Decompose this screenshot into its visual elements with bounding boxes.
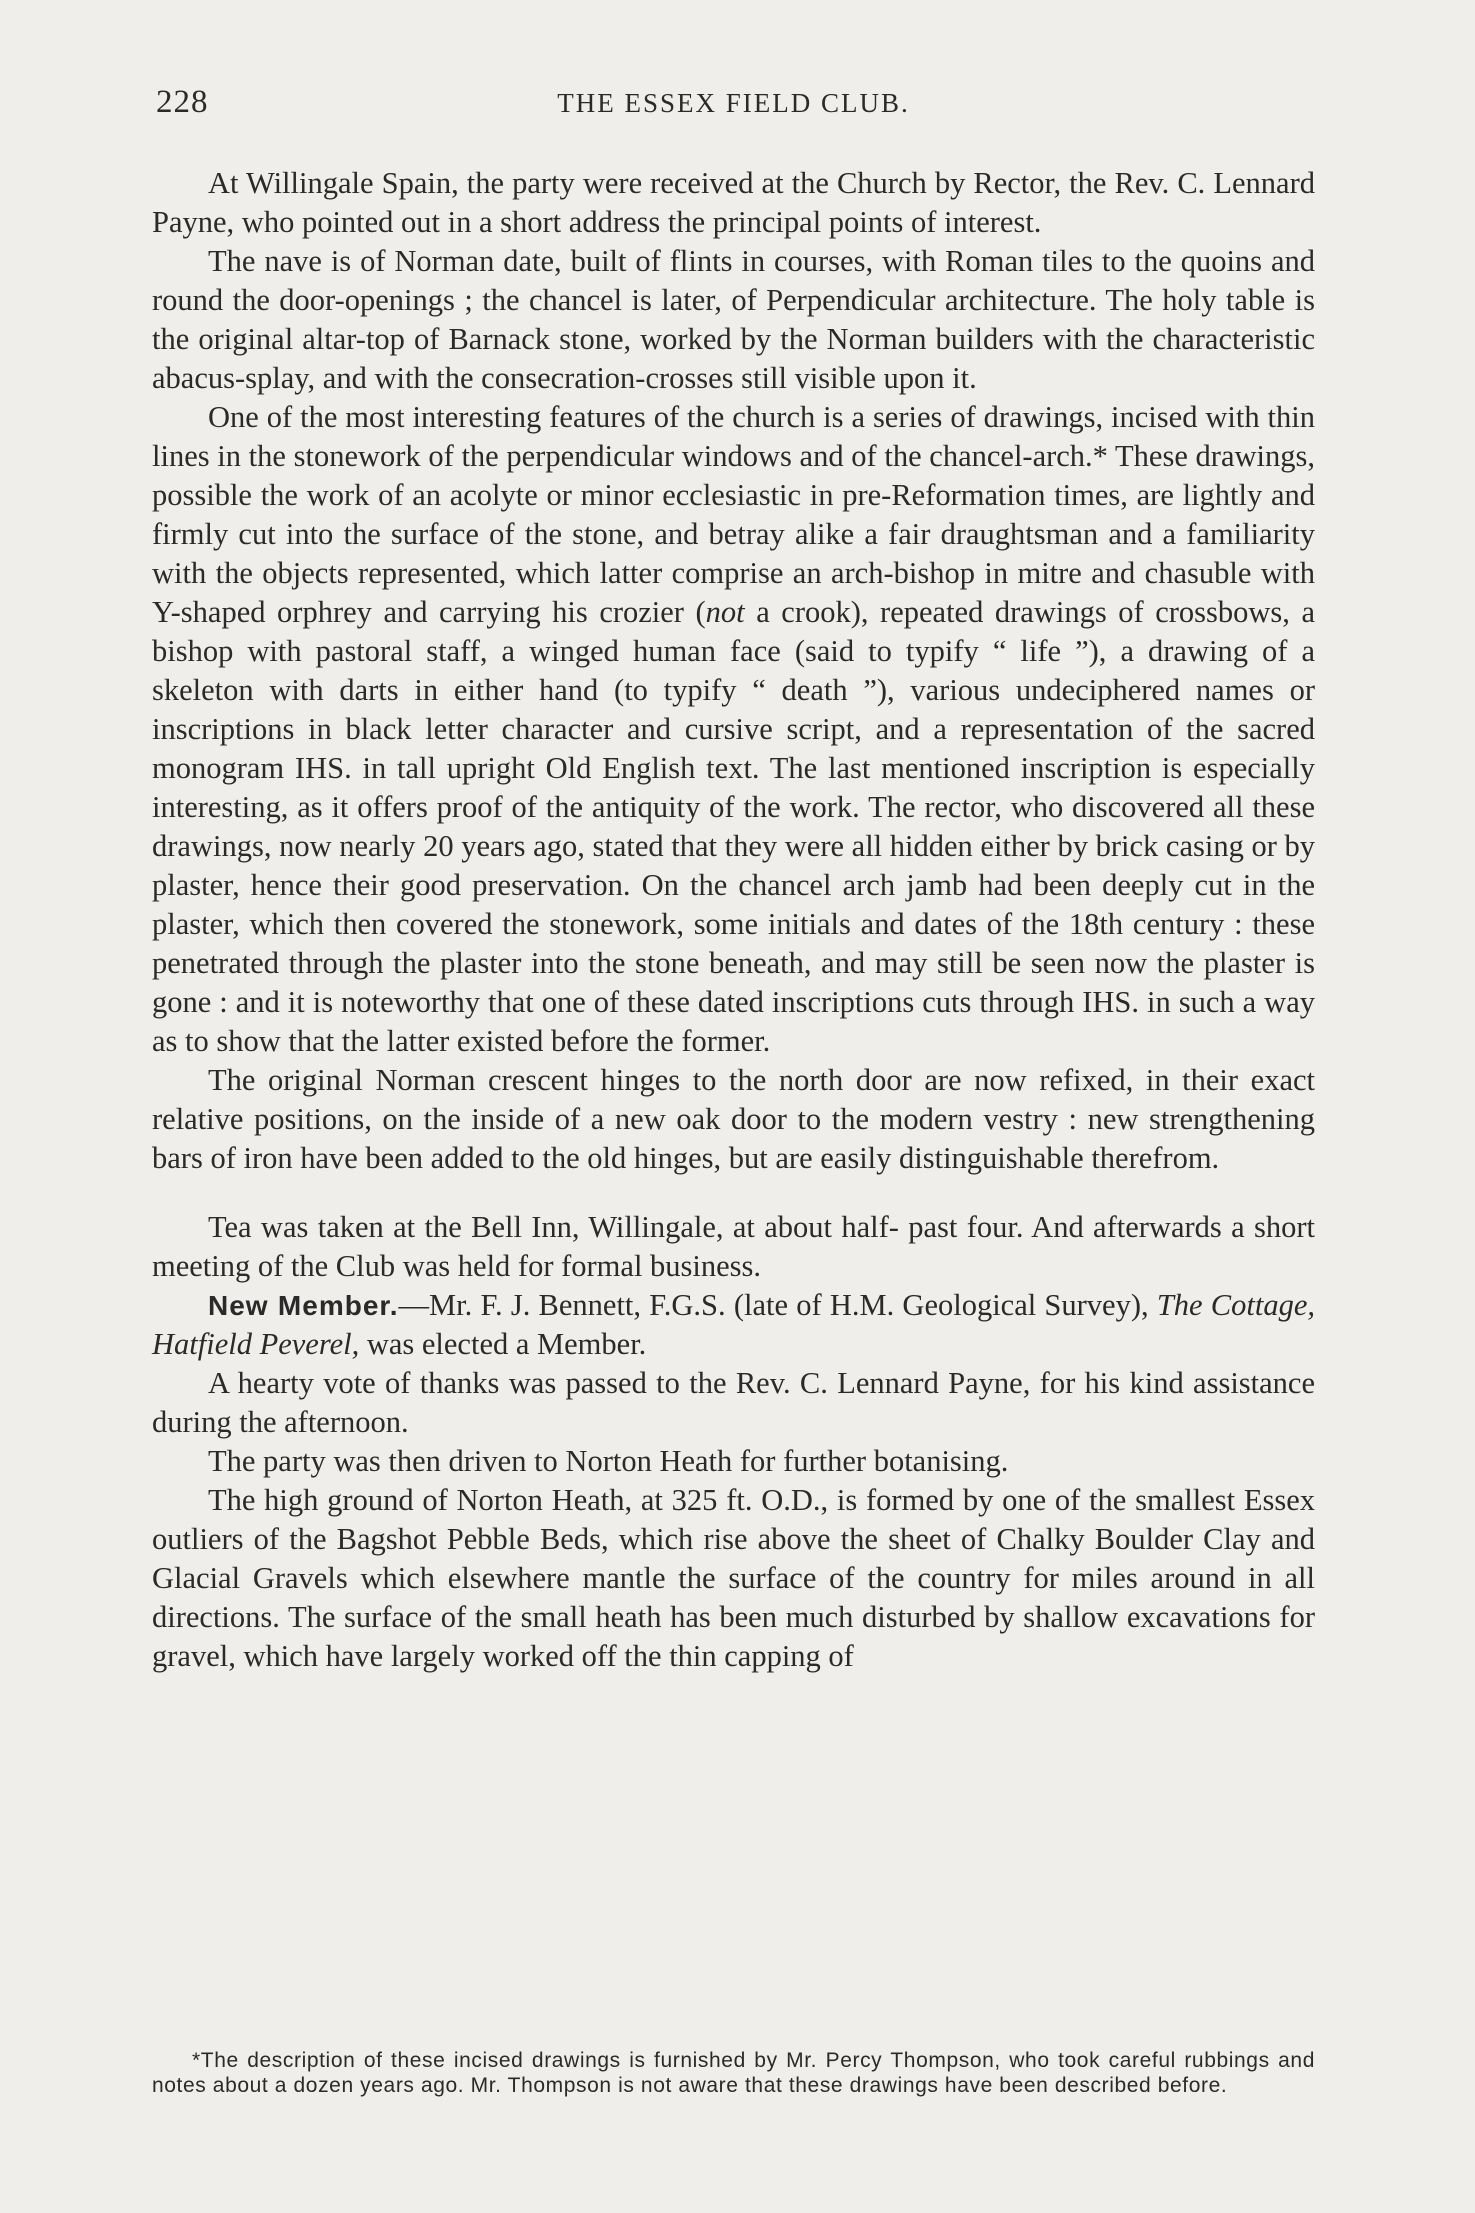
paragraph-tea: Tea was taken at the Bell Inn, Willingale, at about half- past four. And afterwards a short meeting of the Club was held for formal business. <box>152 1210 1315 1283</box>
new-member-text-1: —Mr. F. J. Bennett, F.G.S. (late of H.M. Geological Survey), <box>398 1288 1157 1322</box>
section-gap <box>152 1178 1315 1208</box>
paragraph-hinges: The original Norman crescent hinges to the north door are now refixed, in their exact relative positions, on the inside of a new oak door to the modern vestry : new strengthening bars of iron have been added to the old hinges, but are easily distinguishable therefrom. <box>152 1063 1315 1175</box>
new-member-heading: New Member. <box>208 1290 399 1321</box>
page-header <box>156 84 1311 134</box>
page-number: 228 <box>156 84 209 120</box>
paragraph-norton-heath-drive: The party was then driven to Norton Heath for further botanising. <box>208 1444 1009 1478</box>
footnote: *The description of these incised drawings is furnished by Mr. Percy Thompson, who took careful rubbings and notes about a dozen years ago. Mr. Thompson is not aware that these drawings have been described before. <box>152 2049 1315 2097</box>
paragraph-willingale-spain: At Willingale Spain, the party were received at the Church by Rector, the Rev. C. Lennard Payne, who pointed out in a short address the principal points of interest. <box>152 166 1315 239</box>
new-member-text-2: was elected a Member. <box>359 1327 647 1361</box>
paragraph-drawings-part-1: One of the most interesting features of the church is a series of drawings, incised with thin lines in the stonework of the perpendicular windows and of the chancel-arch.* These drawings, possible the work of an acolyte or minor ecclesiastic in pre-Reformation times, are lightly and firmly cut into the surface of the stone, and betray alike a fair draughtsman and a familiarity with the objects represented, which latter comprise an arch-bishop in mitre and chasuble with Y-shaped orphrey and carrying his crozier ( <box>152 400 1315 629</box>
new-member-address: The Cottage, Hatfield Peverel, <box>152 1288 1316 1361</box>
paragraph-new-member <box>152 1286 1315 1364</box>
body-text <box>152 164 1315 1676</box>
running-head: THE ESSEX FIELD CLUB. <box>557 88 910 118</box>
paragraph-drawings <box>152 398 1315 1061</box>
paragraph-drawings-part-2: a crook), repeated drawings of crossbows, a bishop with pastoral staff, a winged human face (said to typify “ life ”), a drawing of a skeleton with darts in either hand (to typify “ death ”), various undeciphered names or inscriptions in black letter character and cursive script, and a representation of the sacred monogram IHS. in tall upright Old English text. The last mentioned inscription is especially interesting, as it offers proof of the antiquity of the work. The rector, who discovered all these drawings, now nearly 20 years ago, stated that they were all hidden either by brick casing or by plaster, hence their good preservation. On the chancel arch jamb had been deeply cut in the plaster, which then covered the stonework, some initials and dates of the 18th century : these penetrated through the plaster into the stone beneath, and may still be seen now the plaster is gone : and it is noteworthy that one of these dated inscriptions cuts through IHS. in such a way as to show that the latter existed before the former. <box>152 595 1315 1058</box>
paragraph-nave: The nave is of Norman date, built of flints in courses, with Roman tiles to the quoins and round the door-openings ; the chancel is later, of Perpendicular architecture. The holy table is the original altar-top of Barnack stone, worked by the Norman builders with the characteristic abacus-splay, and with the consecration-crosses still visible upon it. <box>152 244 1315 395</box>
paragraph-vote-of-thanks: A hearty vote of thanks was passed to the Rev. C. Lennard Payne, for his kind assistance during the afternoon. <box>152 1366 1315 1439</box>
italic-not: not <box>705 595 745 629</box>
paragraph-norton-heath-geology: The high ground of Norton Heath, at 325 ft. O.D., is formed by one of the smallest Essex outliers of the Bagshot Pebble Beds, which rise above the sheet of Chalky Boulder Clay and Glacial Gravels which elsewhere mantle the surface of the country for miles around in all directions. The surface of the small heath has been much disturbed by shallow excavations for gravel, which have largely worked off the thin capping of <box>152 1483 1315 1673</box>
